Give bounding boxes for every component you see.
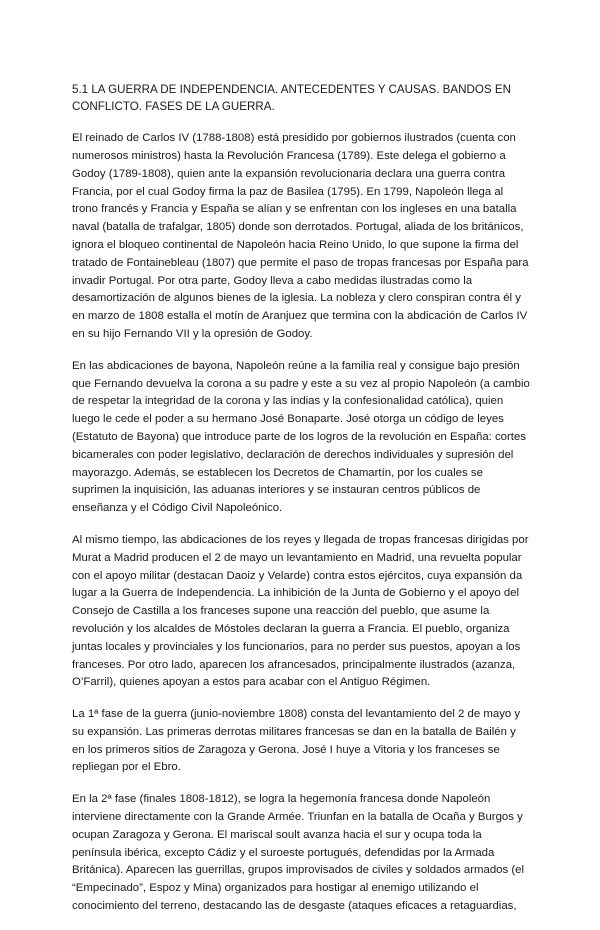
- document-page: [72, 82, 530, 930]
- paragraph-segunda-fase: En la 2ª fase (finales 1808-1812), se logra la hegemonía francesa donde Napoleón interviene directamente con la Grande Armée. Triunfan en la batalla de Ocaña y Burgos y ocupan Zaragoza y Gerona. El mariscal soult avanza hacia el sur y ocupa toda la península ibérica, excepto Cádiz y el suroeste portugués, defendidas por la Armada Británica). Aparecen las guerrillas, grupos improvisados de civiles y soldados armados (el “Empecinado”, Espoz y Mina) organizados para hostigar al enemigo utilizando el conocimiento del terreno, destacando las de desgaste (ataques eficaces a retaguardias,: [72, 793, 525, 913]
- paragraph-primera-fase: La 1ª fase de la guerra (junio-noviembre 1808) consta del levantamiento del 2 de mayo y su expansión. Las primeras derrotas militares francesas se dan en la batalla de Bailén y en los primeros sitios de Zaragoza y Gerona. José I huye a Vitoria y los franceses se repliegan por el Ebro.: [72, 708, 521, 774]
- paragraph-levantamiento-2-mayo: Al mismo tiempo, las abdicaciones de los reyes y llegada de tropas francesas dirigidas por Murat a Madrid producen el 2 de mayo un levantamiento en Madrid, una revuelta popular con el apoyo militar (destacan Daoiz y Velarde) contra estos ejércitos, cuya expansión da lugar a la Guerra de Independencia. La inhibición de la Junta de Gobierno y el apoyo del Consejo de Castilla a los franceses supone una reacción del pueblo, que asume la revolución y los alcaldes de Móstoles declaran la guerra a Francia. El pueblo, organiza juntas locales y provinciales y los funcionarios, para no perder sus puestos, apoyan a los franceses. Por otro lado, aparecen los afrancesados, principalmente ilustrados (azanza, O’Farril), quienes apoyan a estos para acabar con el Antiguo Régimen.: [72, 533, 529, 689]
- paragraph-reinado-carlos-iv: El reinado de Carlos IV (1788-1808) está presidido por gobiernos ilustrados (cuenta con numerosos ministros) hasta la Revolución Francesa (1789). Este delega el gobierno a Godoy (1789-1808), quien ante la expansión revolucionaria declara una guerra contra Francia, por el cual Godoy firma la paz de Basilea (1795). En 1799, Napoleón llega al trono francés y Francia y España se alían y se enfrentan con los ingleses en una batalla naval (batalla de trafalgar, 1805) donde son derrotados. Portugal, aliada de los británicos, ignora el bloqueo continental de Napoleón hacia Reino Unido, lo que supone la firma del tratado de Fontainebleau (1807) que permite el paso de tropas francesas por España para invadir Portugal. Por otra parte, Godoy lleva a cabo medidas ilustradas como la desamortización de algunos bienes de la iglesia. La nobleza y clero conspiran contra él y en marzo de 1808 estalla el motín de Aranjuez que termina con la abdicación de Carlos IV en su hijo Fernando VII y la opresión de Godoy.: [72, 132, 529, 340]
- paragraph-abdicaciones-bayona: En las abdicaciones de bayona, Napoleón reúne a la familia real y consigue bajo presión que Fernando devuelva la corona a su padre y este a su vez al propio Napoleón (a cambio de respetar la integridad de la corona y las indias y la confesionalidad católica), quien luego le cede el poder a su hermano José Bonaparte. José otorga un código de leyes (Estatuto de Bayona) que introduce parte de los logros de la revolución en España: cortes bicamerales con poder legislativo, declaración de derechos individuales y supresión del mayorazgo. Además, se establecen los Decretos de Chamartín, por los cuales se suprimen la inquisición, las aduanas interiores y se instauran centros públicos de enseñanza y el Código Civil Napoleónico.: [72, 359, 530, 515]
- document-title: 5.1 LA GUERRA DE INDEPENDENCIA. ANTECEDENTES Y CAUSAS. BANDOS EN CONFLICTO. FASES DE LA GUERRA.: [72, 83, 511, 113]
